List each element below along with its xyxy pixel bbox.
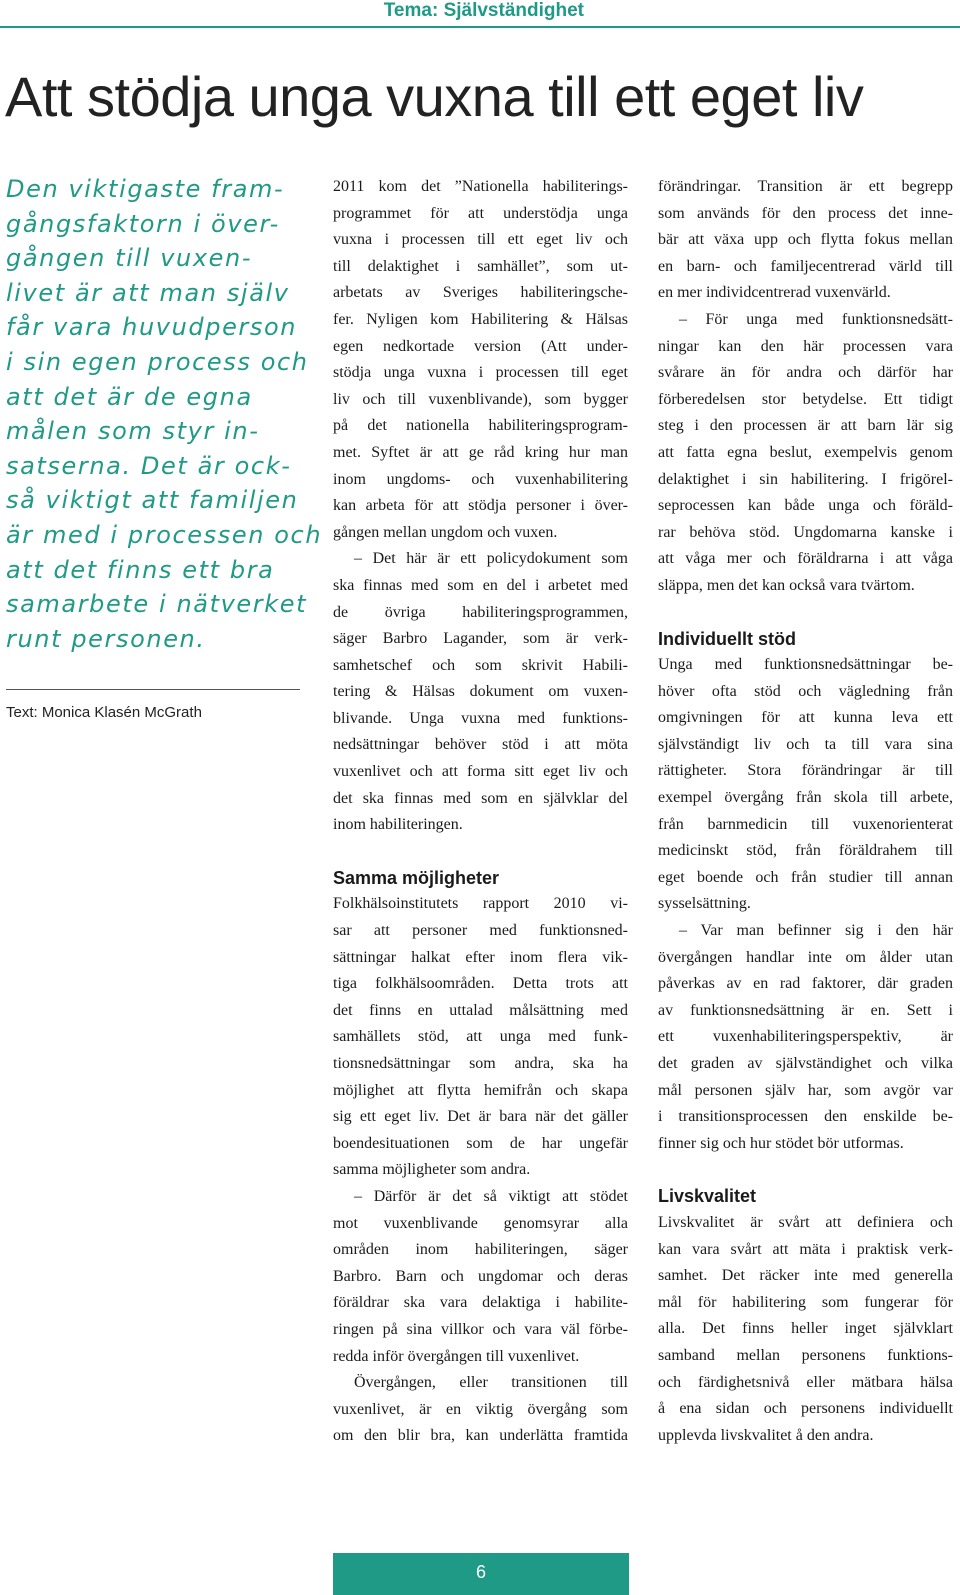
page-number: 6	[475, 1562, 486, 1582]
body-line: tionsnedsättningar som andra, ska ha	[333, 1055, 628, 1072]
byline-divider	[6, 689, 300, 690]
body-line: upplevda livskvalitet å den andra.	[658, 1426, 874, 1444]
theme-divider	[0, 26, 960, 28]
body-line: samhällets stöd, att unga med funk-	[333, 1028, 628, 1046]
body-line: Barbro. Barn och ungdomar och deras	[333, 1267, 628, 1285]
body-line: mot vuxenblivande genomsyrar alla	[333, 1214, 628, 1232]
body-line: rar behöva stöd. Ungdomarna kanske i	[658, 523, 953, 541]
body-line: – Det här är ett policydokument som	[354, 550, 628, 568]
body-line: höver ofta stöd och vägledning från	[658, 682, 953, 700]
body-line: steg i den processen är att barn lär sig	[658, 417, 953, 435]
lede-line: får vara huvudperson	[6, 313, 298, 342]
body-line: samband mellan personens funktions-	[658, 1346, 953, 1364]
section-heading: Individuellt stöd	[658, 628, 796, 649]
body-line: – För unga med funktionsnedsätt-	[679, 310, 953, 328]
body-line: föräldrar ska vara delaktiga i habilite-	[333, 1294, 628, 1312]
body-line: Folkhälsoinstitutets rapport 2010 vi-	[333, 895, 628, 913]
body-line: omgivningen för att kunna leva ett	[658, 709, 953, 727]
body-line: fer. Nyligen kom Habilitering & Hälsas	[333, 310, 628, 328]
body-line: om den blir bra, kan underlätta framtida	[333, 1427, 628, 1445]
body-line: i transitionsprocessen den enskilde be-	[658, 1108, 953, 1126]
body-line: övergången handlar inte om ålder utan	[658, 948, 953, 966]
lede-line: målen som styr in-	[6, 417, 260, 446]
article-lede	[6, 172, 323, 656]
body-column-middle	[333, 174, 628, 1450]
body-line: det ska finnas med som en självklar del	[333, 789, 628, 807]
body-line: kan arbeta för att stödja personer i över-	[333, 497, 628, 515]
body-line: förberedelsen stor betydelse. Ett tidigt	[658, 390, 953, 408]
body-line: gången mellan ungdom och vuxen.	[333, 523, 558, 541]
body-line: förändringar. Transition är ett begrepp	[658, 178, 953, 195]
lede-line: att det är de egna	[6, 382, 253, 411]
body-line: inom habiliteringen.	[333, 816, 463, 834]
body-line: programmet för att understödja unga	[333, 204, 628, 222]
body-line: samhetschef och som skrivit Habili-	[333, 656, 628, 674]
body-line: kan vara svårt att mäta i praktisk verk-	[658, 1240, 953, 1258]
body-line: mål personen själv har, som avgör var	[658, 1081, 953, 1099]
body-line: säger Barbro Lagander, som är verk-	[333, 630, 628, 648]
body-line: en barn- och familjecentrerad värld till	[658, 257, 953, 275]
body-line: Livskvalitet är svårt att definiera och	[658, 1213, 953, 1231]
body-line: sysselsättning.	[658, 895, 751, 913]
body-line: det finns en uttalad målsättning med	[333, 1001, 628, 1019]
lede-line: satserna. Det är ock-	[6, 451, 292, 480]
lede-line: är med i processen och	[6, 520, 323, 549]
body-line: alla. Det finns heller inget självklart	[658, 1320, 953, 1338]
body-line: sar att personer med funktionsned-	[333, 922, 628, 940]
body-line: arbetats av Sveriges habiliteringsche-	[333, 284, 628, 302]
lede-line: gångsfaktorn i över-	[6, 209, 280, 238]
body-line: egen nedkortade version (Att under-	[333, 337, 628, 355]
body-line: vuxenlivet och att forma sitt eget liv och	[333, 763, 628, 781]
body-line: på det nationella habiliteringsprogram-	[333, 417, 628, 435]
section-heading: Livskvalitet	[658, 1186, 757, 1207]
theme-label: Tema: Självständighet	[383, 0, 584, 21]
body-line: delaktighet i sin habilitering. I frigörel-	[658, 470, 953, 488]
body-line: inom ungdoms- och vuxenhabilitering	[333, 470, 628, 488]
lede-line: livet är att man själv	[6, 278, 290, 307]
lede-line: så viktigt att familjen	[6, 486, 299, 515]
lede-line: i sin egen process och	[6, 347, 309, 376]
body-line: medicinskt stöd, från föräldrahem till	[658, 842, 953, 860]
body-line: svårare än för andra och därför har	[658, 364, 953, 382]
body-line: samma möjligheter som andra.	[333, 1161, 531, 1179]
lede-line: att det finns ett bra	[6, 555, 275, 584]
body-line: – Därför är det så viktigt att stödet	[354, 1187, 628, 1205]
body-line: ska finnas med som en del i arbetet med	[333, 576, 628, 594]
body-line: sättningar halkat efter inom flera vik-	[333, 948, 628, 966]
body-line: sig ett eget liv. Det är bara när det gäller	[333, 1108, 628, 1126]
body-line: å ena sidan och personens individuellt	[658, 1400, 953, 1418]
body-line: ringen på sina villkor och vara väl förbe-	[333, 1320, 628, 1338]
body-line: till delaktighet i samhället”, som ut-	[333, 257, 628, 275]
body-line: tiga folkhälsoområden. Detta trots att	[333, 975, 628, 993]
section-heading: Samma möjligheter	[333, 867, 500, 888]
byline: Text: Monica Klasén McGrath	[6, 704, 202, 721]
lede-line: gången till vuxen-	[6, 244, 253, 273]
body-line: vuxenlivet, är en viktig övergång som	[333, 1400, 628, 1418]
body-line: tering & Hälsas dokument om vuxen-	[333, 683, 628, 701]
body-line: det graden av självständighet och vilka	[658, 1055, 953, 1072]
body-line: självständigt liv och ta till vara sina	[658, 735, 953, 753]
body-line: exempel övergång från skola till arbete,	[658, 789, 953, 807]
body-column-right	[658, 174, 953, 1449]
body-line: nedsättningar behöver stöd i att möta	[333, 736, 628, 754]
lede-line: runt personen.	[6, 624, 206, 653]
body-line: blivande. Unga vuxna med funktions-	[333, 709, 628, 727]
body-line: bär att växa upp och flytta fokus mellan	[658, 231, 953, 249]
body-line: en mer individcentrerad vuxenvärld.	[658, 284, 891, 302]
body-line: stödja unga vuxna i processen till eget	[333, 364, 628, 382]
body-line: ningar kan den här processen vara	[658, 337, 953, 355]
body-line: som används för den process det inne-	[658, 204, 953, 222]
body-line: boendesituationen som de har ungefär	[333, 1134, 628, 1152]
body-line: de övriga habiliteringsprogrammen,	[333, 603, 628, 621]
body-line: redda inför övergången till vuxenlivet.	[333, 1347, 580, 1365]
body-line: möjlighet att flytta hemifrån och skapa	[333, 1081, 628, 1099]
body-line: att våga mer och föräldrarna i att våga	[658, 550, 953, 568]
page-number-box	[333, 1553, 629, 1595]
body-line: av funktionsnedsättning är en. Sett i	[658, 1001, 953, 1019]
body-line: släppa, men det kan också vara tvärtom.	[658, 576, 915, 594]
body-line: ett vuxenhabiliteringsperspektiv, är	[658, 1028, 953, 1046]
body-line: finner sig och hur stödet bör utformas.	[658, 1134, 904, 1152]
body-line: met. Syftet är att ge råd kring hur man	[333, 443, 628, 461]
body-line: 2011 kom det ”Nationella habiliterings-	[333, 178, 628, 195]
body-line: samhet. Det räcker inte med generella	[658, 1267, 953, 1285]
body-line: eget boende och från studier till annan	[658, 868, 953, 886]
lede-line: Den viktigaste fram-	[6, 175, 285, 203]
body-line: liv och till vuxenblivande), som bygger	[333, 390, 628, 408]
body-line: vuxna i processen till ett eget liv och	[333, 231, 628, 249]
article-title: Att stödja unga vuxna till ett eget liv	[5, 65, 864, 128]
body-line: att fatta egna beslut, exempelvis genom	[658, 443, 953, 461]
body-line: Övergången, eller transitionen till	[354, 1374, 628, 1392]
body-line: från barnmedicin till vuxenorienterat	[658, 815, 953, 833]
body-line: och färdighetsnivå eller mätbara hälsa	[658, 1373, 953, 1391]
lede-line: samarbete i nätverket	[6, 590, 308, 619]
body-line: Unga med funktionsnedsättningar be-	[658, 656, 953, 674]
theme-header	[0, 0, 960, 28]
body-line: områden inom habiliteringen, säger	[333, 1241, 628, 1259]
body-line: – Var man befinner sig i den här	[679, 922, 953, 940]
body-line: rättigheter. Stora förändringar är till	[658, 762, 953, 780]
body-line: seprocessen kan både unga och föräld-	[658, 497, 953, 515]
body-line: mål för habilitering som fungerar för	[658, 1293, 953, 1311]
body-line: påverkas av en rad faktorer, där graden	[658, 975, 953, 993]
